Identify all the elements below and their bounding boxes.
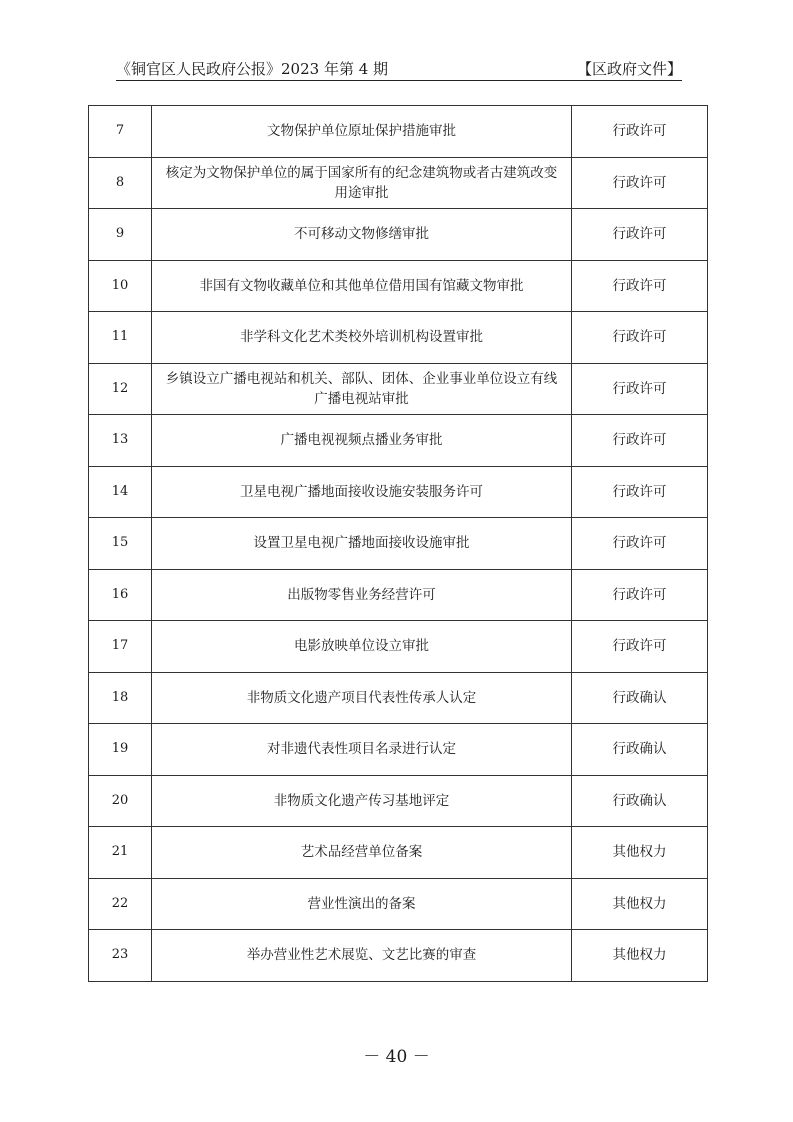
table-row bbox=[89, 415, 708, 467]
table-row bbox=[89, 209, 708, 261]
table-row bbox=[89, 157, 708, 209]
table-row bbox=[89, 672, 708, 724]
page-number: － 40 － bbox=[363, 1047, 430, 1067]
table-row bbox=[89, 569, 708, 621]
item-name-cell: 营业性演出的备案 bbox=[152, 878, 572, 930]
item-name-cell: 文物保护单位原址保护措施审批 bbox=[152, 106, 572, 158]
item-name-cell: 设置卫星电视广播地面接收设施审批 bbox=[152, 518, 572, 570]
row-number-cell: 14 bbox=[89, 466, 152, 518]
power-type-cell: 行政许可 bbox=[572, 569, 708, 621]
power-type-cell: 行政许可 bbox=[572, 415, 708, 467]
table-row bbox=[89, 878, 708, 930]
power-type-cell: 行政许可 bbox=[572, 260, 708, 312]
row-number-cell: 7 bbox=[89, 106, 152, 158]
item-name-cell: 非国有文物收藏单位和其他单位借用国有馆藏文物审批 bbox=[152, 260, 572, 312]
row-number-cell: 19 bbox=[89, 724, 152, 776]
item-name-cell: 卫星电视广播地面接收设施安装服务许可 bbox=[152, 466, 572, 518]
table-row bbox=[89, 930, 708, 982]
table-body bbox=[89, 106, 708, 982]
power-type-cell: 行政确认 bbox=[572, 775, 708, 827]
row-number-cell: 8 bbox=[89, 157, 152, 209]
table-row bbox=[89, 363, 708, 415]
power-type-cell: 行政确认 bbox=[572, 724, 708, 776]
table-row bbox=[89, 106, 708, 158]
item-name-cell: 对非遗代表性项目名录进行认定 bbox=[152, 724, 572, 776]
power-type-cell: 行政许可 bbox=[572, 209, 708, 261]
power-type-cell: 行政许可 bbox=[572, 312, 708, 364]
row-number-cell: 23 bbox=[89, 930, 152, 982]
section-label: 【区政府文件】 bbox=[576, 60, 682, 78]
item-name-cell: 非学科文化艺术类校外培训机构设置审批 bbox=[152, 312, 572, 364]
power-type-cell: 其他权力 bbox=[572, 930, 708, 982]
table-row bbox=[89, 518, 708, 570]
table-row bbox=[89, 466, 708, 518]
power-type-cell: 行政许可 bbox=[572, 466, 708, 518]
row-number-cell: 18 bbox=[89, 672, 152, 724]
header-divider bbox=[116, 80, 682, 81]
item-name-cell: 举办营业性艺术展览、文艺比赛的审查 bbox=[152, 930, 572, 982]
power-type-cell: 其他权力 bbox=[572, 878, 708, 930]
power-type-cell: 行政确认 bbox=[572, 672, 708, 724]
item-name-cell: 核定为文物保护单位的属于国家所有的纪念建筑物或者古建筑改变用途审批 bbox=[152, 157, 572, 209]
table-row bbox=[89, 621, 708, 673]
power-type-cell: 行政许可 bbox=[572, 518, 708, 570]
row-number-cell: 22 bbox=[89, 878, 152, 930]
power-type-cell: 行政许可 bbox=[572, 363, 708, 415]
row-number-cell: 20 bbox=[89, 775, 152, 827]
power-type-cell: 其他权力 bbox=[572, 827, 708, 879]
item-name-cell: 广播电视视频点播业务审批 bbox=[152, 415, 572, 467]
publication-title: 《铜官区人民政府公报》2023 年第 4 期 bbox=[116, 60, 389, 78]
row-number-cell: 21 bbox=[89, 827, 152, 879]
row-number-cell: 12 bbox=[89, 363, 152, 415]
power-type-cell: 行政许可 bbox=[572, 106, 708, 158]
item-name-cell: 乡镇设立广播电视站和机关、部队、团体、企业事业单位设立有线广播电视站审批 bbox=[152, 363, 572, 415]
row-number-cell: 13 bbox=[89, 415, 152, 467]
row-number-cell: 17 bbox=[89, 621, 152, 673]
item-name-cell: 电影放映单位设立审批 bbox=[152, 621, 572, 673]
page-header bbox=[116, 56, 682, 78]
row-number-cell: 11 bbox=[89, 312, 152, 364]
table-row bbox=[89, 724, 708, 776]
power-type-cell: 行政许可 bbox=[572, 621, 708, 673]
table-row bbox=[89, 312, 708, 364]
power-type-cell: 行政许可 bbox=[572, 157, 708, 209]
table-row bbox=[89, 260, 708, 312]
row-number-cell: 10 bbox=[89, 260, 152, 312]
row-number-cell: 9 bbox=[89, 209, 152, 261]
item-name-cell: 非物质文化遗产项目代表性传承人认定 bbox=[152, 672, 572, 724]
power-list-table bbox=[88, 105, 708, 982]
item-name-cell: 不可移动文物修缮审批 bbox=[152, 209, 572, 261]
table-row bbox=[89, 775, 708, 827]
row-number-cell: 16 bbox=[89, 569, 152, 621]
item-name-cell: 艺术品经营单位备案 bbox=[152, 827, 572, 879]
item-name-cell: 出版物零售业务经营许可 bbox=[152, 569, 572, 621]
row-number-cell: 15 bbox=[89, 518, 152, 570]
item-name-cell: 非物质文化遗产传习基地评定 bbox=[152, 775, 572, 827]
table-row bbox=[89, 827, 708, 879]
power-list-table-container bbox=[88, 105, 707, 982]
